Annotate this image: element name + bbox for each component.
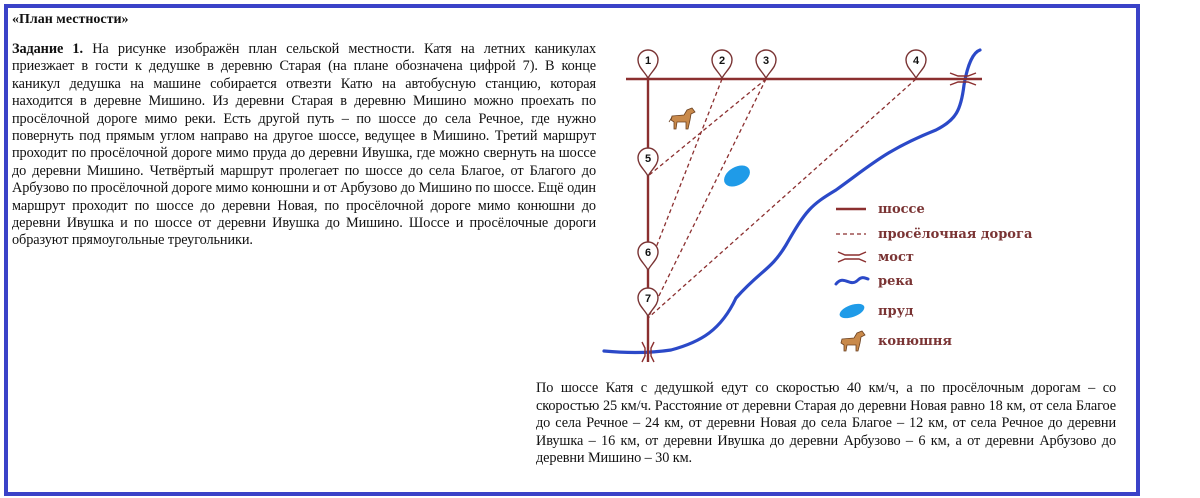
stable-horse-icon [669, 108, 695, 129]
marker-7-label: 7 [644, 293, 652, 305]
dirt-road-dashed-icon [832, 223, 872, 245]
legend-label-highway: шоссе [878, 201, 925, 217]
legend-label-pond: пруд [878, 303, 914, 319]
marker-2-label: 2 [718, 55, 726, 67]
horse-icon [832, 330, 872, 352]
marker-3 [756, 50, 776, 78]
dirt-road-2-6 [648, 79, 722, 268]
marker-7 [638, 288, 658, 316]
legend-item-dirt-road [832, 223, 1032, 245]
marker-4 [906, 50, 926, 78]
marker-2 [712, 50, 732, 78]
pond-icon [832, 300, 872, 322]
marker-1-label: 1 [644, 55, 652, 67]
marker-5 [638, 148, 658, 176]
bridge-icon [832, 246, 872, 268]
marker-6 [638, 242, 658, 270]
legend-label-dirt-road: просёлочная дорога [878, 226, 1033, 242]
highway-line-icon [832, 198, 872, 220]
marker-4-label: 4 [912, 55, 920, 67]
marker-5-label: 5 [644, 153, 652, 165]
legend-item-river [832, 270, 913, 292]
distances-text: По шоссе Катя с дедушкой едут со скоростью 40 км/ч, а по просёлочным дорогам – со скоростью 25 км/ч. Расстояние от деревни Старая до деревни Новая равно 18 км, от села Благое до села Речное – 24 км, от деревни Новая до села Благое – 12 км, от села Речное до деревни Ивушка – 16 км, от деревни Ивушка до деревни Арбузово – 6 км, а от деревни Арбузово до деревни Мишино – 30 км. [536, 380, 1116, 467]
marker-3-label: 3 [762, 55, 770, 67]
legend-item-highway [832, 198, 925, 220]
village-map [596, 40, 996, 370]
marker-6-label: 6 [644, 247, 652, 259]
task-label: Задание 1. [12, 41, 83, 57]
dirt-road-3-7 [648, 79, 766, 318]
marker-1 [638, 50, 658, 78]
page-title: «План местности» [12, 12, 129, 27]
task-body: На рисунке изображён план сельской местности. Катя на летних каникулах приезжает в гости к дедушке в деревню Старая (на плане обозначена цифрой 7). В конце каникул дедушка на машине собирается отвезти Катю на автобусную станцию, которая находится в деревне Мишино. Из деревни Старая в деревню Мишино можно проехать по просёлочной дороге мимо реки. Есть другой путь – по шоссе до села Речное, где нужно повернуть под прямым углом направо на другое шоссе, ведущее в Мишино. Третий маршрут проходит по просёлочной дороге мимо пруда до деревни Ивушка, где можно свернуть на шоссе до деревни Мишино. Четвёртый маршрут пролегает по шоссе до села Благое, от Благого до Арбузово по просёлочной дороге мимо конюшни и от Арбузово до Мишино по шоссе. Ещё один маршрут проходит по шоссе до деревни Новая, по просёлочной дороге мимо конюшни до деревни Ивушка и по шоссе от деревни Ивушка до Мишино. Шоссе и просёлочные дороги образуют прямоугольные треугольники. [12, 41, 596, 249]
legend-item-stable [832, 330, 952, 352]
task-text [12, 41, 596, 250]
river-wave-icon [832, 270, 872, 292]
legend-label-bridge: мост [878, 249, 914, 265]
legend-label-stable: конюшня [878, 333, 952, 349]
legend-label-river: река [878, 273, 914, 289]
dirt-road-3-5 [648, 79, 766, 176]
legend-item-pond [832, 300, 914, 322]
legend-item-bridge [832, 246, 914, 268]
pond [720, 161, 753, 191]
